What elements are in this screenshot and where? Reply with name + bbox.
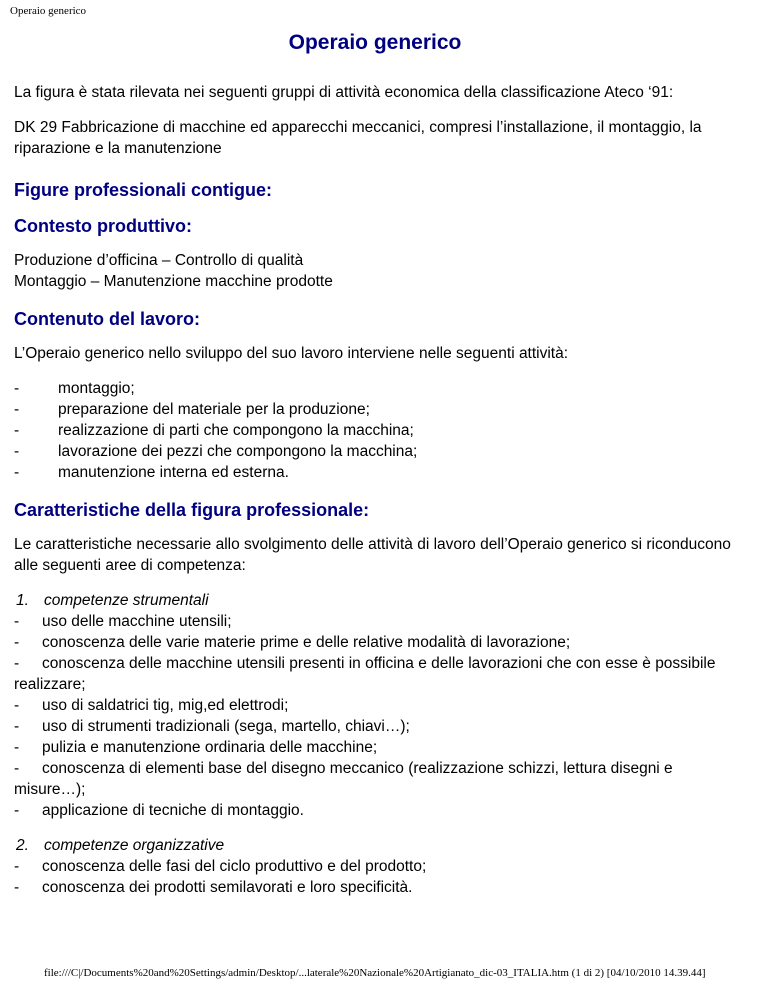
- list-item: - conoscenza delle fasi del ciclo produttivo e del prodotto;: [14, 858, 427, 875]
- contesto-line: Produzione d’officina – Controllo di qualità: [14, 252, 304, 269]
- heading-caratteristiche: Caratteristiche della figura professionale:: [14, 500, 370, 520]
- list-item: - conoscenza dei prodotti semilavorati e loro specificità.: [14, 879, 413, 896]
- list-item: - preparazione del materiale per la produzione;: [14, 401, 370, 418]
- list-item: - conoscenza delle macchine utensili presenti in officina e delle lavorazioni che con esse è possibile realizzare;: [14, 655, 716, 693]
- list-item: - manutenzione interna ed esterna.: [14, 464, 289, 481]
- competence-group-1: 1. competenze strumentali - uso delle macchine utensili; - conoscenza delle varie materie prime e delle relative modalità di lavorazione; - conoscenza delle macchine utensili presenti in officina e delle lavorazioni che con esse è possibile realizzare; - uso di saldatrici tig, mig,ed elettrodi; - uso di strumenti tradizionali (sega, martello, chiavi…); - pulizia e manutenzione ordinaria delle macchine; - conoscenza di elementi base del disegno meccanico (realizzazione schizzi, lettura disegni e misure…); - applicazione di tecniche di montaggio.: [14, 590, 736, 821]
- heading-contenuto: Contenuto del lavoro:: [14, 309, 200, 329]
- list-item: - uso di strumenti tradizionali (sega, martello, chiavi…);: [14, 718, 410, 735]
- list-item: - pulizia e manutenzione ordinaria delle macchine;: [14, 739, 378, 756]
- intro-paragraph: La figura è stata rilevata nei seguenti gruppi di attività economica della classificazione Ateco ‘91:: [14, 84, 674, 101]
- contesto-line: Montaggio – Manutenzione macchine prodotte: [14, 273, 333, 290]
- heading-figure-contigue: Figure professionali contigue:: [14, 180, 273, 200]
- list-item: - montaggio;: [14, 380, 135, 397]
- list-item: - uso di saldatrici tig, mig,ed elettrodi;: [14, 697, 289, 714]
- list-item: - conoscenza di elementi base del disegno meccanico (realizzazione schizzi, lettura disegni e misure…);: [14, 760, 673, 798]
- activities-list: [14, 378, 736, 483]
- list-item: - conoscenza delle varie materie prime e delle relative modalità di lavorazione;: [14, 634, 571, 651]
- list-item: - realizzazione di parti che compongono la macchina;: [14, 422, 414, 439]
- page-title: Operaio generico: [288, 31, 462, 54]
- list-item: - applicazione di tecniche di montaggio.: [14, 802, 304, 819]
- page-footer-url: file:///C|/Documents%20and%20Settings/admin/Desktop/...laterale%20Nazionale%20Artigianato_dic-03_ITALIA.htm (1 di 2) [04/10/2010 14.39.44]: [44, 967, 706, 979]
- contenuto-intro: L’Operaio generico nello sviluppo del suo lavoro interviene nelle seguenti attività:: [14, 345, 569, 362]
- list-item: - uso delle macchine utensili;: [14, 613, 232, 630]
- page-header: Operaio generico: [10, 5, 87, 17]
- list-item: - lavorazione dei pezzi che compongono la macchina;: [14, 443, 418, 460]
- document-body: [14, 30, 736, 912]
- caratteristiche-intro: Le caratteristiche necessarie allo svolgimento delle attività di lavoro dell’Operaio generico si riconducono alle seguenti aree di competenza:: [14, 536, 731, 574]
- sector-paragraph: DK 29 Fabbricazione di macchine ed apparecchi meccanici, compresi l’installazione, il montaggio, la riparazione e la manutenzione: [14, 119, 702, 157]
- competence-group-2: 2. competenze organizzative - conoscenza delle fasi del ciclo produttivo e del prodotto; - conoscenza dei prodotti semilavorati e loro specificità.: [14, 835, 736, 898]
- heading-contesto: Contesto produttivo:: [14, 216, 192, 236]
